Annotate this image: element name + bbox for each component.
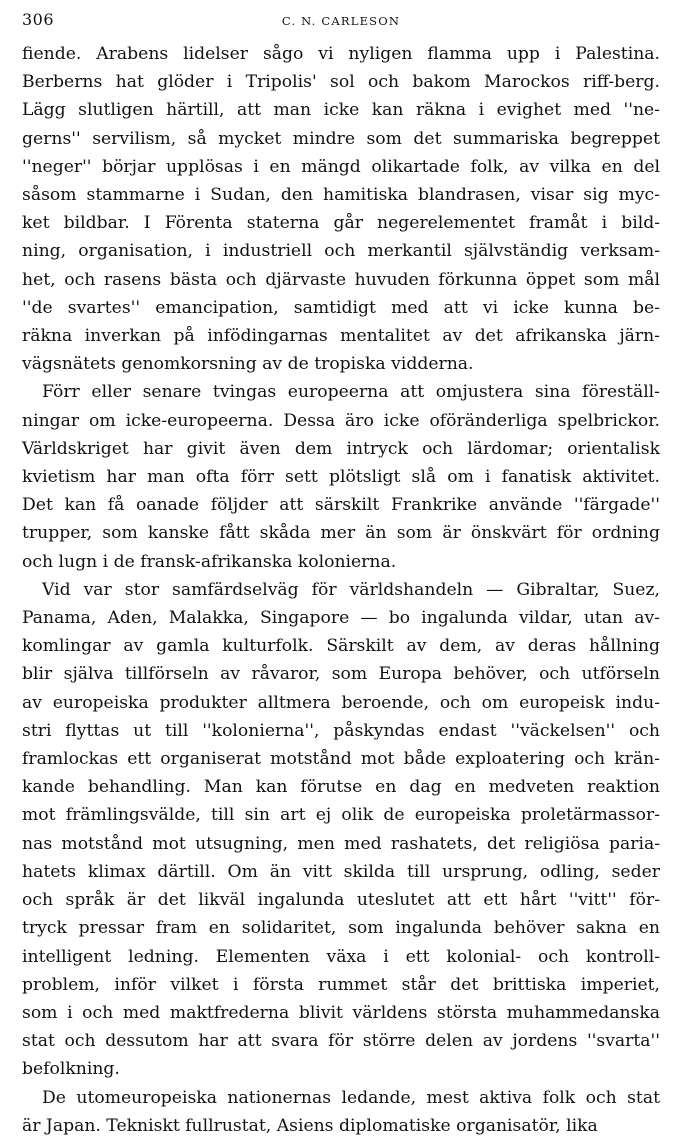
text-line: komlingar av gamla kulturfolk. Särskilt av dem, av deras hållning xyxy=(22,636,660,657)
text-line: tryck pressar fram en solidaritet, som ingalunda behöver sakna en xyxy=(22,918,660,939)
text-line: räkna inverkan på infödingarnas mentalitet av det afrikanska järn- xyxy=(22,326,660,347)
paragraph xyxy=(22,576,660,1084)
paragraph xyxy=(22,1084,660,1140)
text-line: Världskriget har givit även dem intryck och lärdomar; orientalisk xyxy=(22,438,660,459)
body-text xyxy=(22,40,660,1140)
text-line: hatets klimax därtill. Om än vitt skilda till ursprung, odling, seder xyxy=(22,861,660,882)
text-line: Vid var stor samfärdselväg för världshandeln — Gibraltar, Suez, xyxy=(42,579,660,600)
paragraph xyxy=(22,378,660,575)
text-line: trupper, som kanske fått skåda mer än som är önskvärt för ordning xyxy=(22,523,660,544)
page-number: 306 xyxy=(22,10,55,29)
text-line: och lugn i de fransk-afrikanska kolonierna. xyxy=(22,551,397,572)
text-line: De utomeuropeiska nationernas ledande, mest aktiva folk och stat xyxy=(42,1087,660,1108)
page-header xyxy=(22,6,660,40)
text-line: Lägg slutligen härtill, att man icke kan räkna i evighet med ''ne- xyxy=(22,100,660,121)
text-line: framlockas ett organiserat motstånd mot både exploatering och krän- xyxy=(22,749,660,770)
text-line: och språk är det likväl ingalunda uteslutet att ett hårt ''vitt'' för- xyxy=(22,890,660,911)
paragraph xyxy=(22,40,660,378)
text-line: stri flyttas ut till ''kolonierna'', påskyndas endast ''väckelsen'' och xyxy=(22,720,660,741)
text-line: het, och rasens bästa och djärvaste huvuden förkunna öppet som mål xyxy=(22,269,660,290)
text-line: kvietism har man ofta förr sett plötsligt slå om i fanatisk aktivitet. xyxy=(22,467,660,488)
text-line: blir själva tillförseln av råvaror, som Europa behöver, och utförseln xyxy=(22,664,660,685)
text-line: ning, organisation, i industriell och merkantil självständig verksam- xyxy=(22,241,660,262)
text-line: fiende. Arabens lidelser sågo vi nyligen flamma upp i Palestina. xyxy=(22,44,660,64)
text-line: ''de svartes'' emancipation, samtidigt med att vi icke kunna be- xyxy=(22,297,660,318)
text-line: Förr eller senare tvingas europeerna att omjustera sina föreställ- xyxy=(42,382,660,403)
text-line: Panama, Aden, Malakka, Singapore — bo ingalunda vildar, utan av- xyxy=(22,608,660,629)
text-line: befolkning. xyxy=(22,1059,120,1080)
text-line: Berberns hat glöder i Tripolis' sol och bakom Marockos riff-berg. xyxy=(22,72,660,93)
text-line: problem, inför vilket i första rummet står det brittiska imperiet, xyxy=(22,974,660,995)
text-line: av europeiska produkter alltmera beroende, och om europeisk indu- xyxy=(22,692,660,713)
text-line: vägsnätets genomkorsning av de tropiska vidderna. xyxy=(22,354,474,375)
text-line: Det kan få oanade följder att särskilt Frankrike använde ''färgade'' xyxy=(22,495,660,516)
text-line: mot främlingsvälde, till sin art ej olik de europeiska proletärmassor- xyxy=(22,805,660,826)
text-line: kande behandling. Man kan förutse en dag en medveten reaktion xyxy=(22,777,660,798)
running-head: C. N. CARLESON xyxy=(281,14,401,28)
text-line: stat och dessutom har att svara för större delen av jordens ''svarta'' xyxy=(22,1031,660,1052)
text-line: ningar om icke-europeerna. Dessa äro icke oföränderliga spelbrickor. xyxy=(22,410,660,431)
text-line: är Japan. Tekniskt fullrustat, Asiens diplomatiske organisatör, lika xyxy=(22,1115,598,1136)
text-line: gerns'' servilism, så mycket mindre som det summariska begreppet xyxy=(22,128,660,149)
text-line: ket bildbar. I Förenta staterna går negerelementet framåt i bild- xyxy=(22,213,660,234)
text-line: som i och med maktfrederna blivit världens största muhammedanska xyxy=(22,1002,660,1023)
text-line: ''neger'' börjar upplösas i en mängd olikartade folk, av vilka en del xyxy=(22,156,660,177)
book-page xyxy=(22,6,660,1140)
text-line: intelligent ledning. Elementen växa i ett kolonial- och kontroll- xyxy=(22,946,660,967)
text-line: såsom stammarne i Sudan, den hamitiska blandrasen, visar sig myc- xyxy=(22,185,660,206)
text-line: nas motstånd mot utsugning, men med rashatets, det religiösa paria- xyxy=(22,833,660,854)
